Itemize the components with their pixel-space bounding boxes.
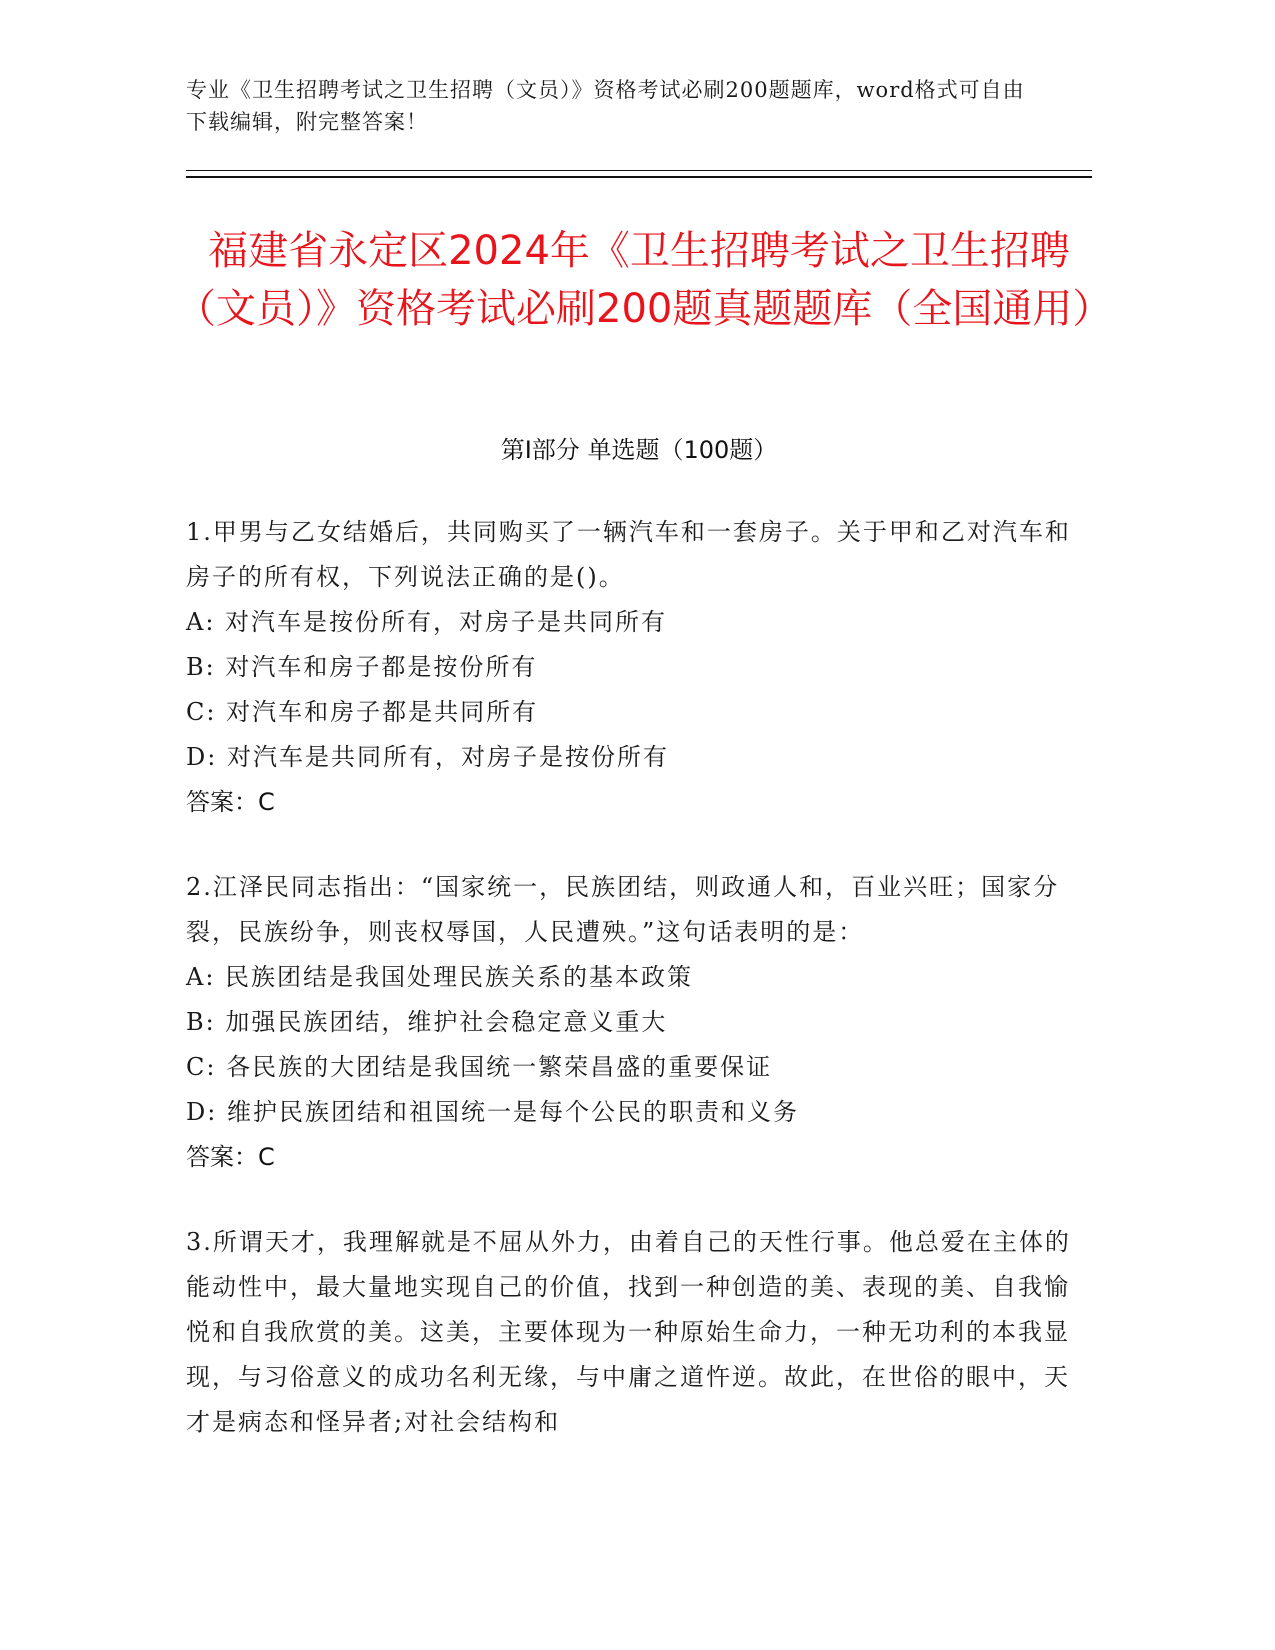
document-title: 福建省永定区2024年《卫生招聘考试之卫生招聘（文员）》资格考试必刷200题真题题库（全国通用）: [176, 228, 1113, 332]
header-divider-thick: [186, 176, 1092, 178]
question-stem: 2.江泽民同志指出：“国家统一，民族团结，则政通人和，百业兴旺；国家分裂，民族纷争，则丧权辱国，人民遭殃。”这句话表明的是：: [186, 873, 1060, 946]
header-divider-thin: [186, 170, 1092, 171]
option-a: A: 民族团结是我国处理民族关系的基本政策: [186, 963, 694, 991]
answer: 答案：C: [186, 1143, 275, 1171]
question-3: [186, 1220, 1076, 1445]
option-d: D: 维护民族团结和祖国统一是每个公民的职责和义务: [186, 1098, 799, 1126]
answer: 答案：C: [186, 788, 275, 816]
option-b: B: 加强民族团结，维护社会稳定意义重大: [186, 1008, 668, 1036]
option-c: C: 对汽车和房子都是共同所有: [186, 698, 539, 726]
option-a: A: 对汽车是按份所有，对房子是共同所有: [186, 608, 668, 636]
question-2: [186, 865, 1076, 1180]
option-c: C: 各民族的大团结是我国统一繁荣昌盛的重要保证: [186, 1053, 773, 1081]
question-stem: 1.甲男与乙女结婚后，共同购买了一辆汽车和一套房子。关于甲和乙对汽车和房子的所有权，下列说法正确的是()。: [186, 518, 1071, 591]
question-stem: 3.所谓天才，我理解就是不屈从外力，由着自己的天性行事。他总爱在主体的能动性中，最大量地实现自己的价值，找到一种创造的美、表现的美、自我愉悦和自我欣赏的美。这美，主要体现为一种原始生命力，一种无功利的本我显现，与习俗意义的成功名利无缘，与中庸之道忤逆。故此，在世俗的眼中，天才是病态和怪异者;对社会结构和: [186, 1228, 1071, 1436]
section-title: 第I部分 单选题（100题）: [500, 436, 778, 464]
option-d: D: 对汽车是共同所有，对房子是按份所有: [186, 743, 669, 771]
question-1: [186, 510, 1076, 825]
question-list: [186, 510, 1076, 1485]
header-note: 专业《卫生招聘考试之卫生招聘（文员）》资格考试必刷200题题库，word格式可自由下载编辑，附完整答案！: [186, 78, 1025, 134]
option-b: B: 对汽车和房子都是按份所有: [186, 653, 538, 681]
